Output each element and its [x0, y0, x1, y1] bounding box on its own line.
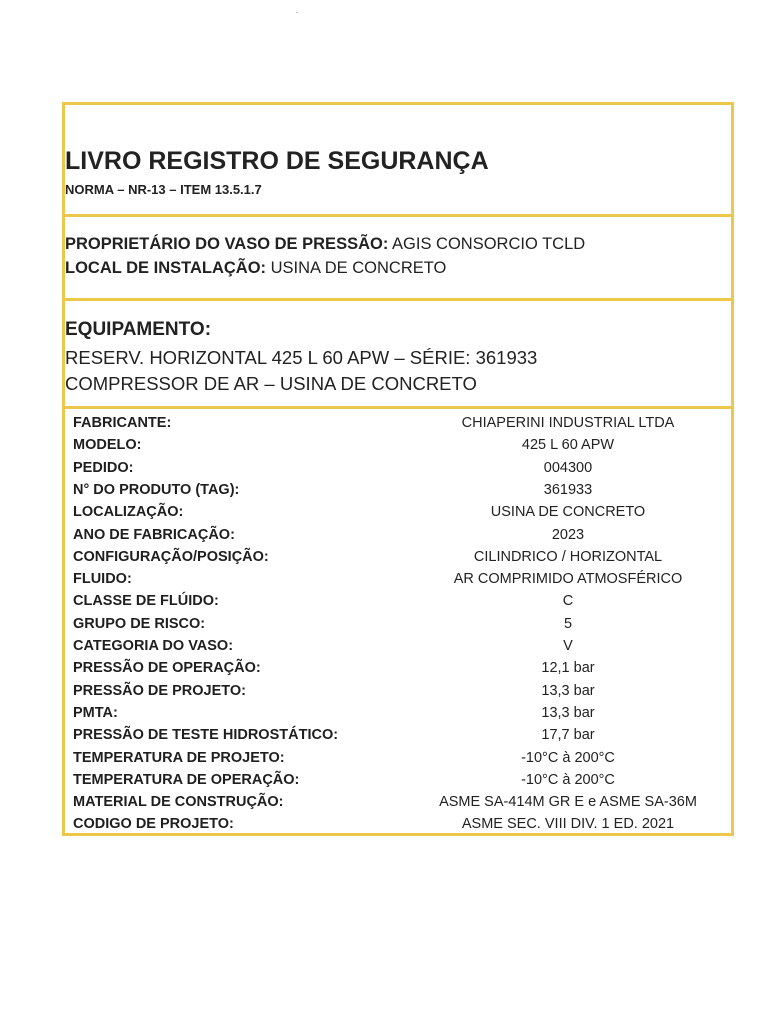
spec-label: PEDIDO: [73, 459, 134, 476]
spec-row [73, 504, 723, 526]
spec-row [73, 660, 723, 682]
spec-label: FABRICANTE: [73, 415, 172, 431]
spec-value: 004300 [543, 459, 593, 476]
spec-value: 17,7 bar [541, 727, 595, 744]
equipment-heading: EQUIPAMENTO: [65, 319, 212, 340]
spec-label: PMTA: [73, 704, 118, 721]
spec-row [73, 527, 723, 549]
spec-value: 361933 [543, 481, 593, 498]
spec-label: TEMPERATURA DE OPERAÇÃO: [73, 771, 300, 788]
spec-value: ASME SA-414M GR E e ASME SA-36M [439, 794, 697, 811]
spec-value: 5 [563, 615, 573, 632]
spec-label: PRESSÃO DE TESTE HIDROSTÁTICO: [73, 727, 339, 744]
spec-value: C [562, 593, 574, 610]
spec-label: MATERIAL DE CONSTRUÇÃO: [73, 794, 284, 811]
spec-label: CODIGO DE PROJETO: [73, 816, 234, 833]
equipment-line-2: COMPRESSOR DE AR – USINA DE CONCRETO [65, 373, 477, 394]
spec-value: AR COMPRIMIDO ATMOSFÉRICO [453, 571, 683, 588]
spec-row [73, 683, 723, 705]
location-line [65, 259, 731, 278]
spec-row [73, 415, 723, 437]
spec-value: 13,3 bar [541, 682, 595, 699]
spec-value: -10°C à 200°C [521, 771, 615, 788]
owner-label: PROPRIETÁRIO DO VASO DE PRESSÃO: [65, 235, 389, 253]
equipment-line-1: RESERV. HORIZONTAL 425 L 60 APW – SÉRIE: 361933 [65, 347, 538, 368]
spec-value: -10°C à 200°C [521, 749, 615, 766]
spec-label: N° DO PRODUTO (TAG): [73, 481, 240, 498]
spec-value: 13,3 bar [541, 704, 595, 721]
spec-row [73, 593, 723, 615]
spec-row [73, 794, 723, 816]
spec-row [73, 482, 723, 504]
spec-row [73, 571, 723, 593]
spec-value: CILINDRICO / HORIZONTAL [473, 548, 663, 565]
spec-value: 2023 [551, 526, 585, 543]
spec-row [73, 638, 723, 660]
spec-label: FLUIDO: [73, 571, 132, 588]
spec-label: CATEGORIA DO VASO: [73, 638, 234, 654]
spec-label: PRESSÃO DE OPERAÇÃO: [73, 660, 261, 677]
spec-row [73, 727, 723, 749]
spec-label: GRUPO DE RISCO: [73, 615, 206, 632]
spec-value: ASME SEC. VIII DIV. 1 ED. 2021 [461, 816, 675, 833]
scan-speck [296, 12, 298, 13]
spec-label: CLASSE DE FLÚIDO: [73, 593, 219, 610]
location-value: USINA DE CONCRETO [270, 259, 447, 277]
owner-line [65, 235, 731, 254]
document-subtitle: NORMA – NR-13 – ITEM 13.5.1.7 [65, 182, 262, 197]
location-label: LOCAL DE INSTALAÇÃO: [65, 259, 267, 277]
spec-row [73, 705, 723, 727]
spec-label: LOCALIZAÇÃO: [73, 504, 184, 521]
spec-label: TEMPERATURA DE PROJETO: [73, 749, 285, 766]
spec-row [73, 772, 723, 794]
spec-label: MODELO: [73, 437, 142, 454]
spec-value: V [563, 638, 573, 654]
owner-value: AGIS CONSORCIO TCLD [392, 235, 586, 253]
safety-register-sheet [62, 102, 734, 836]
spec-row [73, 616, 723, 638]
spec-label: ANO DE FABRICAÇÃO: [73, 526, 235, 543]
spec-value: CHIAPERINI INDUSTRIAL LTDA [461, 415, 675, 431]
spec-value: USINA DE CONCRETO [490, 504, 646, 521]
spec-row [73, 750, 723, 772]
spec-row [73, 549, 723, 571]
spec-label: CONFIGURAÇÃO/POSIÇÃO: [73, 548, 269, 565]
spec-label: PRESSÃO DE PROJETO: [73, 682, 246, 699]
spec-row [73, 460, 723, 482]
document-title: LIVRO REGISTRO DE SEGURANÇA [65, 147, 489, 175]
spec-value: 12,1 bar [541, 660, 595, 677]
spec-row [73, 816, 723, 838]
spec-value: 425 L 60 APW [521, 437, 615, 454]
spec-row [73, 437, 723, 459]
